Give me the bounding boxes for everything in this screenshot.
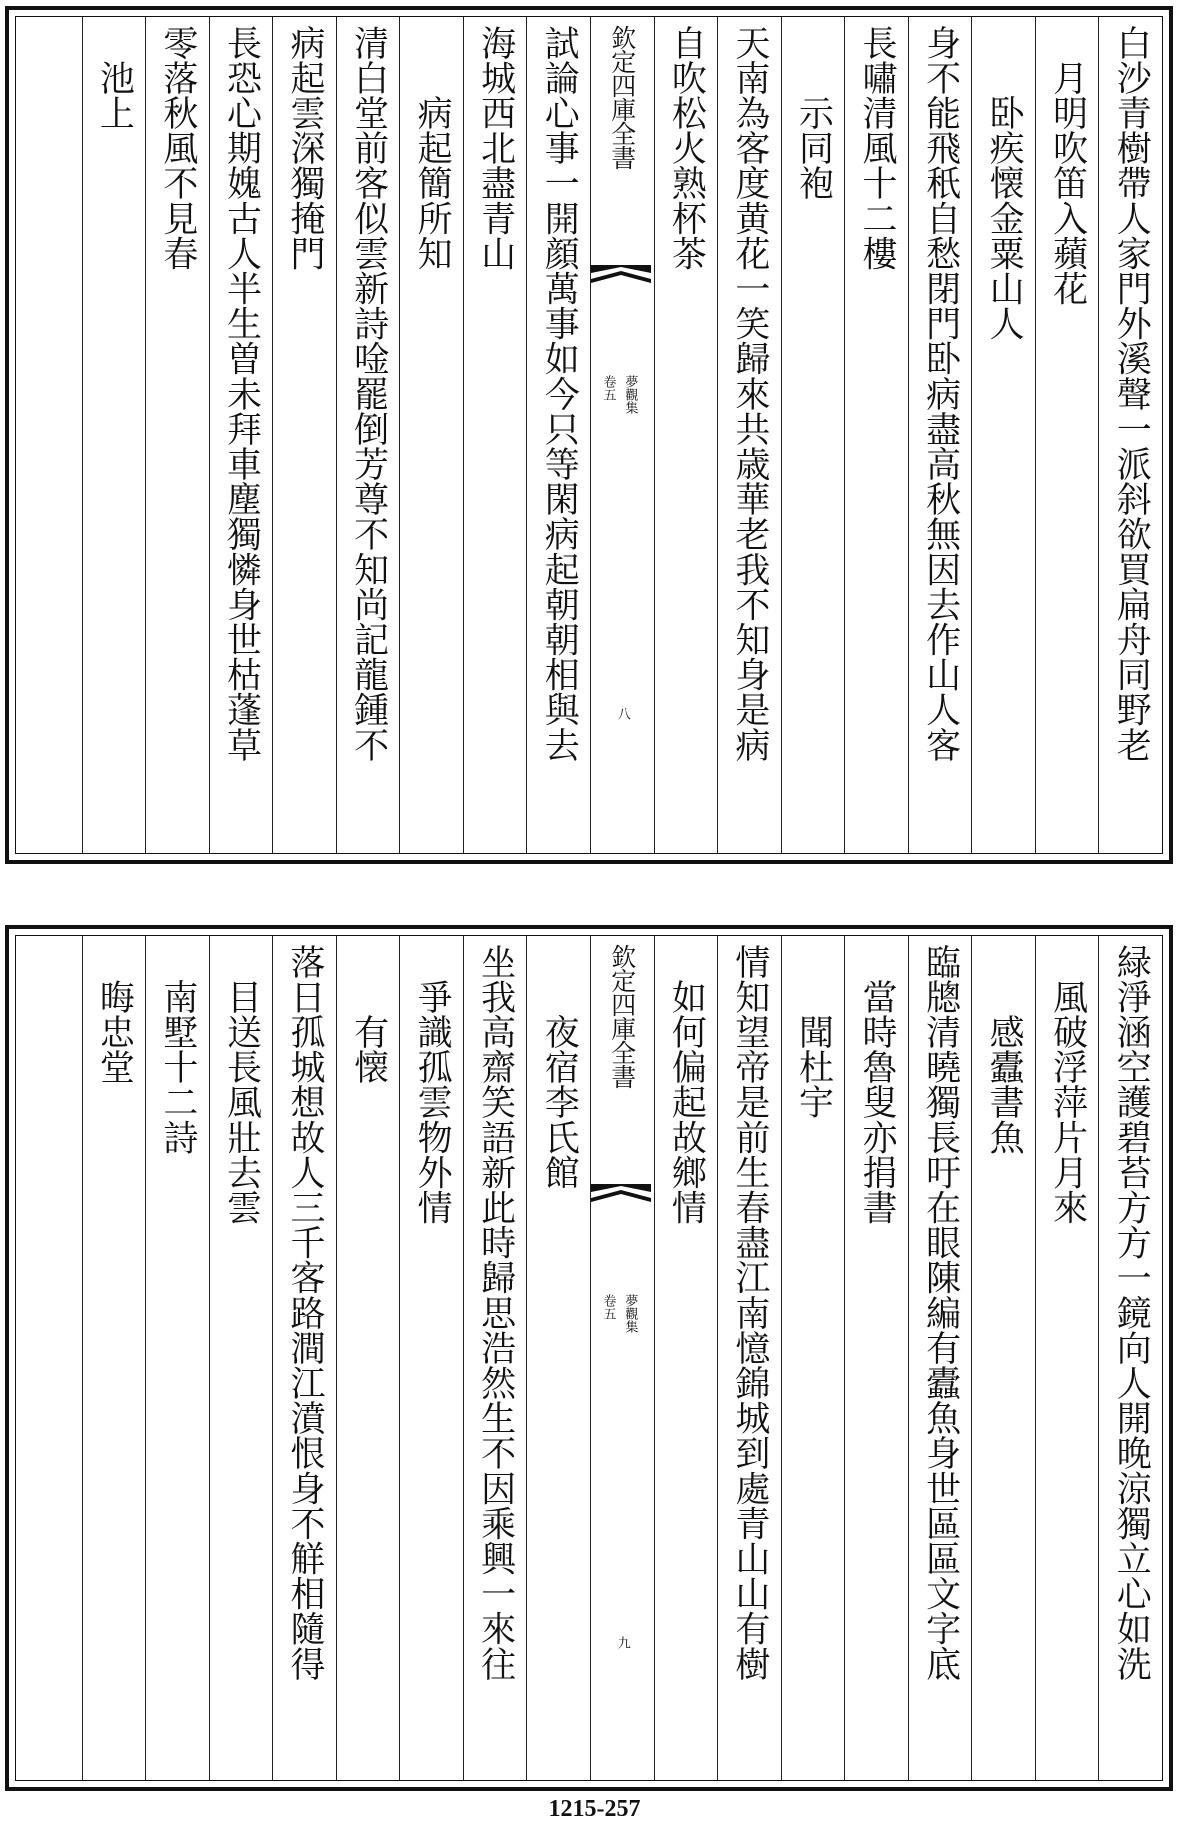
column-text: 夜宿李氏館 (539, 944, 580, 1190)
text-column (209, 936, 273, 1780)
banner-title: 欽定四庫全書 (607, 25, 637, 169)
column-text: 長嘯清風十二樓 (857, 25, 897, 271)
column-text: 當時魯叟亦捐書 (857, 944, 897, 1225)
text-column (908, 936, 972, 1780)
column-text: 如何偏起故鄉情 (666, 944, 707, 1225)
banner-book-name: 夢觀集 (622, 1294, 638, 1333)
column-text: 卧疾懐金粟山人 (984, 25, 1025, 341)
text-column (971, 936, 1035, 1780)
fish-tail-mark-icon (591, 1184, 651, 1224)
text-column (654, 936, 718, 1780)
column-text: 坐我高齋笑語新此時歸思浩然生不因乘興一來往 (475, 944, 516, 1682)
text-column (844, 936, 908, 1780)
text-column (1035, 936, 1099, 1780)
column-text: 天南為客度黄花一笑歸來共歳華老我不知身是病 (729, 25, 770, 763)
text-column (336, 936, 400, 1780)
text-column (82, 936, 146, 1780)
text-column (1035, 17, 1099, 853)
banner-title: 欽定四庫全書 (607, 944, 637, 1088)
column-text: 落日孤城想故人三千客路澗江濆恨身不觧相隨得 (285, 944, 325, 1682)
column-text: 示同袍 (793, 25, 834, 201)
column-text: 感蠹書魚 (984, 944, 1025, 1155)
text-column (717, 17, 781, 853)
column-text: 聞杜宇 (793, 944, 834, 1120)
column-text: 有懐 (348, 944, 389, 1085)
column-text: 風破浮萍片月來 (1047, 944, 1088, 1225)
text-column (399, 936, 463, 1780)
column-text: 緑淨涵空護碧苔方方一鏡向人開晚涼獨立心如洗 (1111, 944, 1152, 1682)
column-text: 零落秋風不見春 (157, 25, 198, 271)
banner-book-name: 夢觀集 (622, 375, 638, 414)
top-page (5, 6, 1173, 864)
column-text: 清白堂前客似雲新詩唫罷倒芳尊不知尚記龍鍾不 (348, 25, 389, 763)
text-column (18, 936, 82, 1780)
column-text: 臨牕清曉獨長吁在眼陳編有蠹魚身世區區文字底 (920, 944, 961, 1682)
text-column (272, 936, 336, 1780)
top-page-text-frame (15, 16, 1163, 854)
fish-tail-mark-icon (591, 265, 651, 305)
text-column (781, 936, 845, 1780)
column-text: 晦忠堂 (94, 944, 135, 1085)
banner-volume: 卷五 (600, 1294, 616, 1320)
column-text: 自吹松火熟杯茶 (666, 25, 707, 271)
column-text: 月明吹笛入蘋花 (1047, 25, 1088, 306)
text-column (654, 17, 718, 853)
text-column (526, 936, 590, 1780)
text-column (526, 17, 590, 853)
text-column (1098, 936, 1162, 1780)
text-column (399, 17, 463, 853)
text-column (781, 17, 845, 853)
column-text: 病起簡所知 (412, 25, 453, 271)
text-column (908, 17, 972, 853)
text-column (145, 17, 209, 853)
column-text: 南墅十二詩 (157, 944, 198, 1155)
text-column (336, 17, 400, 853)
text-column (717, 936, 781, 1780)
text-column (145, 936, 209, 1780)
banner-page-number: 九 (614, 1636, 630, 1649)
text-column (844, 17, 908, 853)
text-column (18, 17, 82, 853)
text-column (463, 936, 527, 1780)
text-column (1098, 17, 1162, 853)
text-column (272, 17, 336, 853)
text-column (971, 17, 1035, 853)
center-banner-column (590, 936, 654, 1780)
page-footer-number: 1215-257 (548, 1796, 641, 1822)
bottom-page (5, 925, 1173, 1791)
column-text: 身不能飛秖自愁閉門卧病盡高秋無因去作山人客 (920, 25, 961, 763)
text-column (82, 17, 146, 853)
center-banner-column (590, 17, 654, 853)
column-text: 海城西北盡青山 (475, 25, 516, 271)
column-text: 爭識孤雲物外情 (412, 944, 453, 1225)
banner-page-number: 八 (614, 707, 630, 720)
column-text: 目送長風壯去雲 (221, 944, 262, 1225)
column-text: 情知望帝是前生春盡江南憶錦城到處青山山有樹 (729, 944, 770, 1682)
column-text: 長恐心期媿古人半生曽未拜車塵獨憐身世枯蓬草 (221, 25, 262, 763)
bottom-page-text-frame (15, 935, 1163, 1781)
column-text: 病起雲深獨掩門 (285, 25, 325, 271)
column-text: 試論心事一開顔萬事如今只等閑病起朝朝相與去 (539, 25, 580, 763)
text-column (209, 17, 273, 853)
banner-volume: 卷五 (600, 375, 616, 401)
column-text: 白沙青樹帶人家門外溪聲一派斜欲買扁舟同野老 (1111, 25, 1152, 763)
text-column (463, 17, 527, 853)
column-text: 池上 (94, 25, 135, 131)
